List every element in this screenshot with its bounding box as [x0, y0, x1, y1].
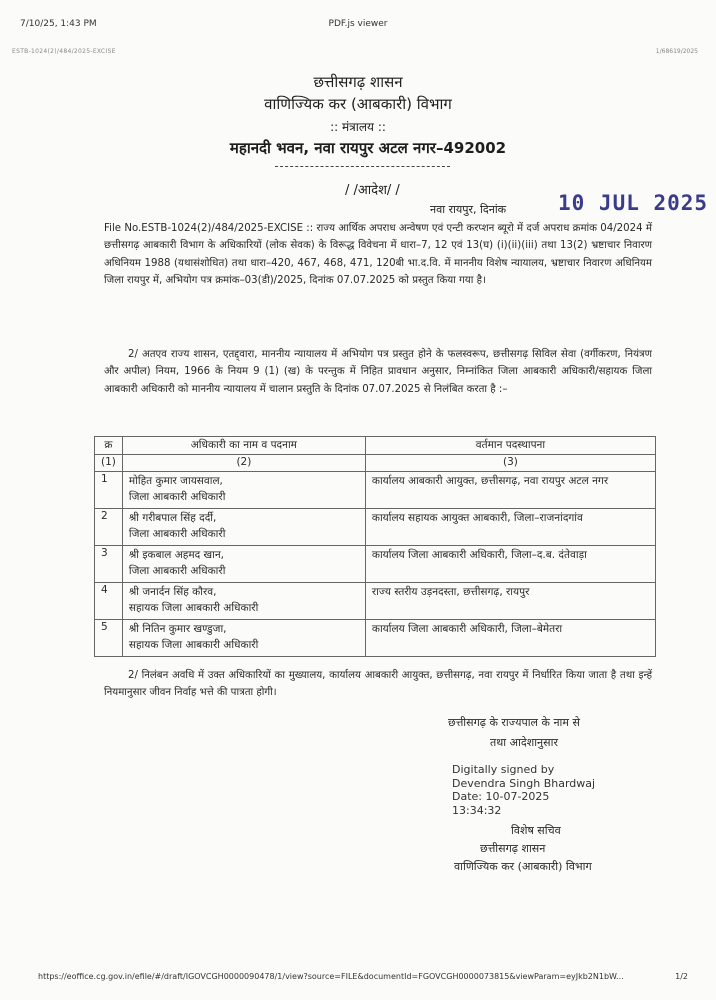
officer-designation: सहायक जिला आबकारी अधिकारी [128, 602, 259, 614]
signer-title: विशेष सचिव [511, 824, 561, 837]
col-number: (2) [122, 455, 365, 472]
table-row [95, 509, 656, 546]
col-header-name: अधिकारी का नाम व पदनाम [122, 437, 365, 455]
current-posting: कार्यालय जिला आबकारी अधिकारी, जिला–द.ब. दंतेवाड़ा [365, 546, 655, 583]
suspended-officers-table [94, 436, 656, 657]
page-url: https://eoffice.cg.gov.in/efile/#/draft/IGOVCGH0000090478/1/view?source=FILE&documentId=FGOVCGH0000073815&viewParam=eyJkb2N1bW... [38, 972, 624, 981]
table-header-row [95, 437, 656, 455]
signature-time: 13:34:32 [452, 803, 502, 817]
serial-number: 3 [95, 546, 123, 583]
signer-name: Devendra Singh Bhardwaj [452, 776, 596, 790]
serial-number: 5 [95, 620, 123, 657]
order-title: / /आदेश/ / [345, 183, 400, 198]
order-paragraph-3: 2/ निलंबन अवधि में उक्त अधिकारियों का मुख्यालय, कार्यालय आबकारी आयुक्त, छत्तीसगढ़, नवा रायपुर में निर्धारित किया जाता है तथा इन्हें नियमानुसार जीवन निर्वाह भत्ते की पात्रता होगी। [104, 670, 652, 699]
authority-line-1: छत्तीसगढ़ के राज्यपाल के नाम से [448, 716, 580, 729]
signer-department: वाणिज्यिक कर (आबकारी) विभाग [454, 860, 592, 873]
current-posting: राज्य स्तरीय उड़नदस्ता, छत्तीसगढ़, रायपुर [365, 583, 655, 620]
date-stamp: 10 JUL 2025 [558, 191, 709, 215]
col-number: (3) [365, 455, 655, 472]
order-paragraph-1: File No.ESTB-1024(2)/484/2025-EXCISE :: राज्य आर्थिक अपराध अन्वेषण एवं एन्टी करप्शन ब्यूरो में दर्ज अपराध क्रमांक 04/2024 में छत्तीसगढ़ आबकारी विभाग के अधिकारियों (लोक सेवक) के विरूद्ध विवेचना में धारा–7, 12 एवं 13(घ) (i)(ii)(iii) तथा 13(2) भ्रष्टाचार निवारण अधिनियम 1988 (यथासंशोधित) तथा धारा–420, 467, 468, 471, 120बी भा.द.वि. में माननीय विशेष न्यायालय, भ्रष्टाचार निवारण अधिनियम जिला रायपुर में, अभियोग पत्र क्रमांक–03(डी)/2025, दिनांक 07.07.2025 को प्रस्तुत किया गया है। [104, 223, 652, 287]
officer-designation: जिला आबकारी अधिकारी [128, 565, 226, 577]
current-posting: कार्यालय आबकारी आयुक्त, छत्तीसगढ़, नवा रायपुर अटल नगर [365, 472, 655, 509]
officer-name: श्री जनार्दन सिंह कौरव, [128, 586, 217, 598]
officer-designation: सहायक जिला आबकारी अधिकारी [128, 639, 259, 651]
officer-name-cell [122, 583, 365, 620]
current-posting: कार्यालय जिला आबकारी अधिकारी, जिला–बेमेतरा [365, 620, 655, 657]
office-address: महानदी भवन, नवा रायपुर अटल नगर–492002 [229, 139, 507, 157]
viewer-title: PDF.js viewer [328, 19, 388, 29]
officer-name: श्री नितिन कुमार खण्डुजा, [128, 623, 227, 635]
serial-number: 2 [95, 509, 123, 546]
department-name: वाणिज्यिक कर (आबकारी) विभाग [264, 95, 452, 113]
officer-designation: जिला आबकारी अधिकारी [128, 528, 226, 540]
digital-signature-label: Digitally signed by [452, 763, 555, 776]
current-posting: कार्यालय सहायक आयुक्त आबकारी, जिला–राजनांदगांव [365, 509, 655, 546]
table-colnum-row [95, 455, 656, 472]
header-divider [275, 166, 450, 167]
officer-name: श्री इकबाल अहमद खान, [128, 549, 225, 561]
officer-name: मोहित कुमार जायसवाल, [128, 475, 223, 487]
table-row [95, 546, 656, 583]
order-paragraph-2: 2/ अतएव राज्य शासन, एतद्द्वारा, माननीय न्यायालय में अभियोग पत्र प्रस्तुत होने के फलस्वरूप, छत्तीसगढ़ सिविल सेवा (वर्गीकरण, नियंत्रण और अपील) नियम, 1966 के नियम 9 (1) (ख) के परन्तुक में निहित प्रावधान अनुसार, निम्नांकित जिला आबकारी अधिकारी/सहायक जिला आबकारी अधिकारी को माननीय न्यायालय में चालान प्रस्तुति के दिनांक 07.07.2025 से निलंबित करता है :– [104, 349, 652, 395]
officer-designation: जिला आबकारी अधिकारी [128, 491, 226, 503]
ministry-label: :: मंत्रालय :: [330, 120, 386, 134]
table-row [95, 620, 656, 657]
government-name: छत्तीसगढ़ शासन [313, 73, 403, 91]
signature-date: Date: 10-07-2025 [452, 790, 550, 803]
place-date-label: नवा रायपुर, दिनांक [430, 203, 507, 216]
print-datetime: 7/10/25, 1:43 PM [20, 19, 97, 29]
officer-name-cell [122, 620, 365, 657]
col-header-serial: क्र [95, 437, 123, 455]
col-header-posting: वर्तमान पदस्थापना [365, 437, 655, 455]
officer-name: श्री गरीबपाल सिंह दर्दी, [128, 512, 217, 524]
col-number: (1) [95, 455, 123, 472]
file-reference-right: 1/68619/2025 [655, 48, 698, 55]
table-row [95, 583, 656, 620]
file-reference-left: ESTB-1024(2)/484/2025-EXCISE [12, 48, 116, 55]
authority-line-2: तथा आदेशानुसार [490, 736, 558, 749]
serial-number: 1 [95, 472, 123, 509]
signer-government: छत्तीसगढ़ शासन [480, 842, 546, 855]
officer-name-cell [122, 472, 365, 509]
digital-signature-block [452, 763, 595, 817]
page-indicator: 1/2 [675, 972, 688, 981]
officer-name-cell [122, 546, 365, 583]
table-row [95, 472, 656, 509]
officer-name-cell [122, 509, 365, 546]
serial-number: 4 [95, 583, 123, 620]
